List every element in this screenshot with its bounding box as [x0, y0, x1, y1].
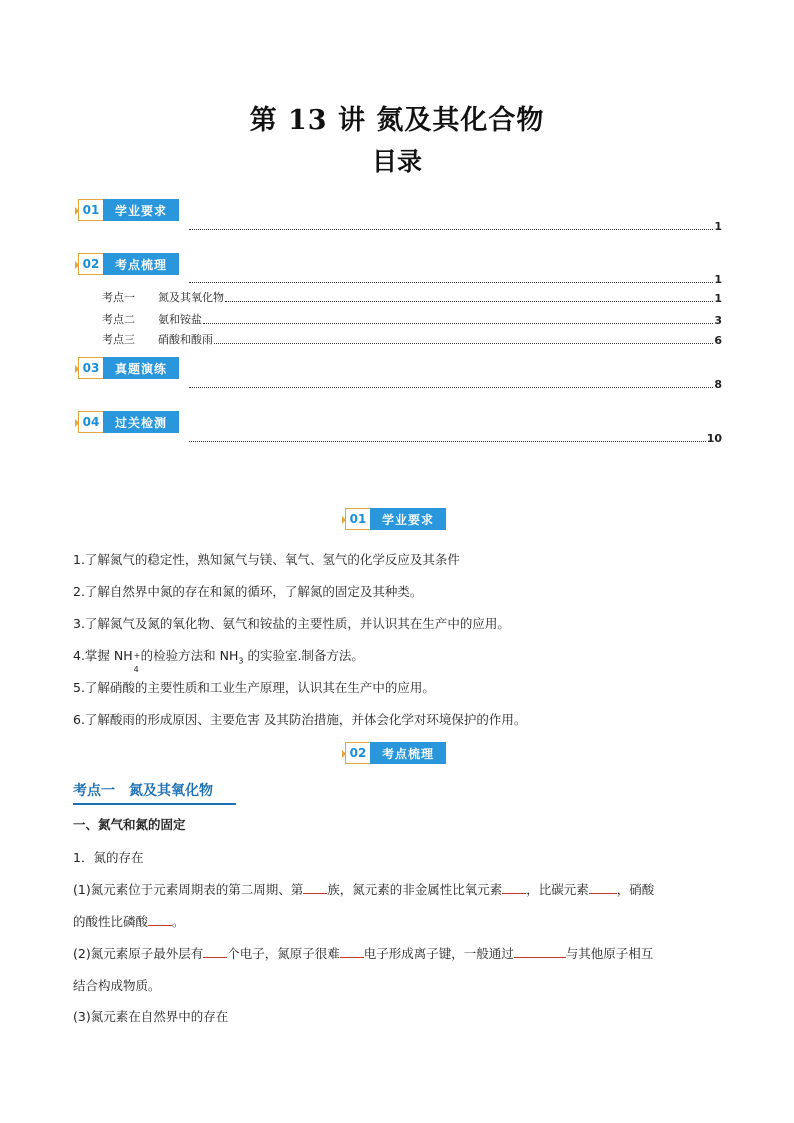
paragraph-2: [73, 944, 653, 962]
leader-dots: [214, 343, 713, 344]
document-title: 第 13 讲 氮及其化合物: [249, 105, 545, 136]
requirement-4: [73, 646, 364, 674]
subitem-key: 考点三: [102, 333, 135, 346]
toc-row-02[interactable]: [188, 272, 722, 286]
p2-b: 个电子，氮原子很难: [227, 946, 340, 961]
section-label: 学业要求: [370, 508, 446, 530]
p2-a: (2)氮元素原子最外层有: [73, 946, 204, 961]
toc-section-badge-04[interactable]: [78, 411, 179, 433]
sub-heading-1: 1．氮的存在: [73, 850, 144, 865]
section-number: 04: [78, 411, 103, 433]
paragraph-1b: [73, 912, 185, 930]
fill-blank[interactable]: [340, 945, 364, 958]
page-number: 1: [714, 220, 722, 233]
req4-sup: +: [133, 651, 141, 660]
heading-1: 一、氮气和氮的固定: [73, 817, 186, 832]
p2-d: 与其他原子相互: [565, 946, 654, 961]
req4-pre: 4.掌握 NH: [73, 648, 133, 663]
leader-dots: [203, 323, 713, 324]
requirement-2: 2.了解自然界中氮的存在和氮的循环，了解氮的固定及其种类。: [73, 584, 423, 599]
section-badge-02: [345, 742, 446, 764]
leader-dots: [189, 282, 713, 283]
p1-d: ，硝酸: [616, 882, 655, 897]
paragraph-1: [73, 880, 654, 898]
paragraph-3: (3)氮元素在自然界中的存在: [73, 1009, 229, 1024]
fill-blank[interactable]: [514, 945, 566, 958]
requirement-6: 6.了解酸雨的形成原因、主要危害 及其防治措施，并体会化学对环境保护的作用。: [73, 712, 527, 727]
requirement-1: 1.了解氮气的稳定性，熟知氮气与镁、氧气、氢气的化学反应及其条件: [73, 552, 460, 567]
toc-section-badge-03[interactable]: [78, 357, 179, 379]
toc-row-01[interactable]: [188, 219, 722, 233]
p2-c: 电子形成离子键，一般通过: [363, 946, 514, 961]
page-number: 1: [714, 292, 722, 305]
toc-subitem-3[interactable]: [102, 333, 722, 347]
req4-mid: 的检验方法和 NH: [140, 648, 239, 663]
fill-blank[interactable]: [589, 881, 617, 894]
toc-row-04[interactable]: [188, 431, 722, 445]
page-number: 8: [714, 378, 722, 391]
subitem-label: 氮及其氧化物: [158, 291, 224, 304]
paragraph-2b: 结合构成物质。: [73, 978, 161, 993]
toc-subitem-2[interactable]: [102, 313, 722, 327]
leader-dots: [189, 441, 706, 442]
toc-section-badge-02[interactable]: [78, 253, 179, 275]
page-number: 1: [714, 273, 722, 286]
fill-blank[interactable]: [203, 945, 227, 958]
toc-title: 目录: [371, 147, 422, 176]
leader-dots: [189, 387, 713, 388]
requirement-5: 5.了解硝酸的主要性质和工业生产原理，认识其在生产中的应用。: [73, 680, 435, 695]
p1b-a: 的酸性比磷酸: [73, 914, 149, 929]
section-label: 考点梳理: [103, 253, 179, 275]
req4-post: 的实验室.制备方法。: [243, 648, 364, 663]
subitem-label: 氨和铵盐: [158, 313, 202, 326]
leader-dots: [189, 229, 713, 230]
section-label: 真题演练: [103, 357, 179, 379]
section-label: 学业要求: [103, 199, 179, 221]
kp1-heading: [73, 780, 236, 805]
section-number: 01: [78, 199, 103, 221]
section-number: 01: [345, 508, 370, 530]
toc-subitem-1[interactable]: [102, 291, 722, 305]
kp1-key: 考点一: [73, 783, 115, 799]
section-badge-01: [345, 508, 446, 530]
subitem-key: 考点一: [102, 291, 135, 304]
leader-dots: [225, 301, 713, 302]
fill-blank[interactable]: [303, 881, 327, 894]
section-label: 过关检测: [103, 411, 179, 433]
p1-b: 族，氮元素的非金属性比氧元素: [327, 882, 503, 897]
section-number: 02: [78, 253, 103, 275]
section-number: 03: [78, 357, 103, 379]
fill-blank[interactable]: [502, 881, 526, 894]
kp1-label: 氮及其氧化物: [129, 783, 213, 799]
page-number: 10: [706, 432, 722, 445]
requirement-3: 3.了解氮气及氮的氧化物、氨气和铵盐的主要性质，并认识其在生产中的应用。: [73, 616, 510, 631]
p1-a: (1)氮元素位于元素周期表的第二周期、第: [73, 882, 304, 897]
req4-sub4: 4: [133, 665, 139, 674]
toc-row-03[interactable]: [188, 377, 722, 391]
fill-blank[interactable]: [148, 913, 172, 926]
toc-section-badge-01[interactable]: [78, 199, 179, 221]
page-number: 6: [714, 334, 722, 347]
section-label: 考点梳理: [370, 742, 446, 764]
p1-c: ，比碳元素: [526, 882, 589, 897]
page-number: 3: [714, 314, 722, 327]
req4-sub3: 3: [238, 656, 244, 666]
section-number: 02: [345, 742, 370, 764]
p1b-b: 。: [172, 914, 185, 929]
subitem-label: 硝酸和酸雨: [158, 333, 213, 346]
subitem-key: 考点二: [102, 313, 135, 326]
